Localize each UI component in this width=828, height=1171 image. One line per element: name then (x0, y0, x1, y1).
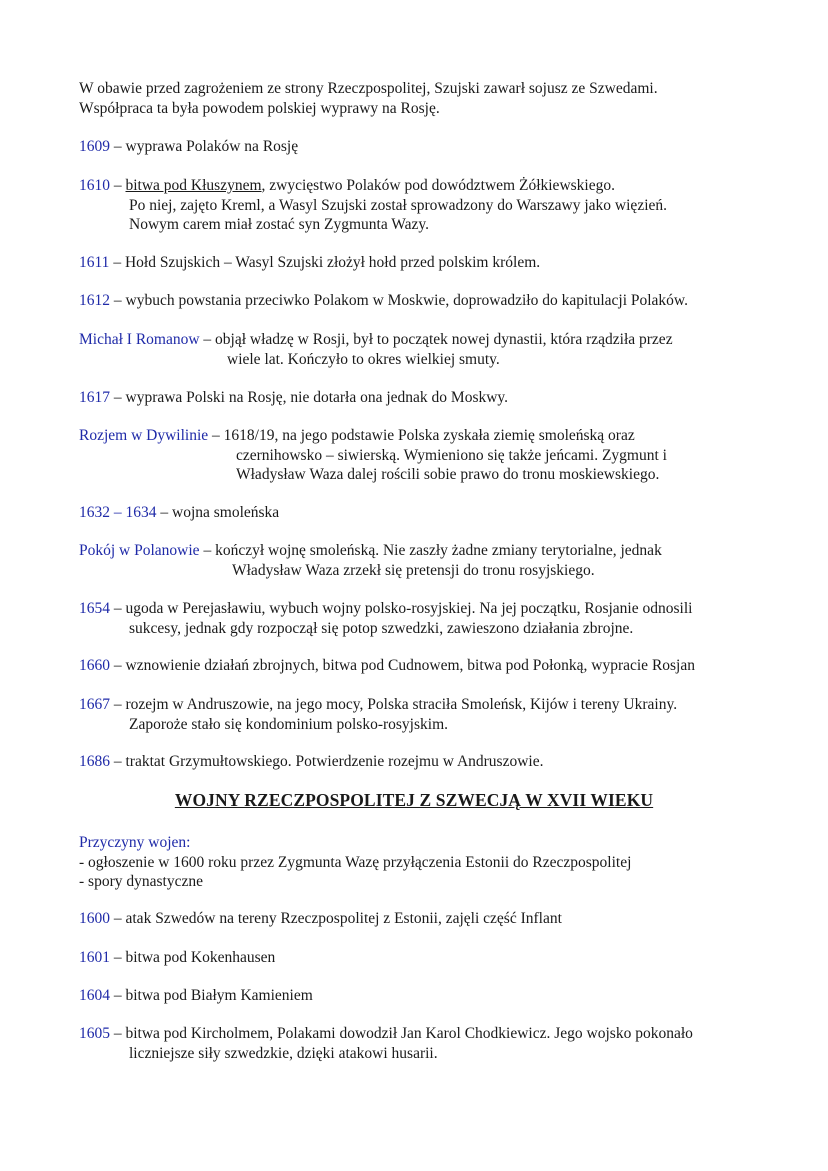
entry-continuation: czernihowsko – siwierską. Wymieniono się także jeńcami. Zygmunt i (236, 446, 667, 464)
entry-text: – objął władzę w Rosji, był to początek nowej dynastii, która rządziła przez (199, 331, 673, 348)
entry-key: 1610 (79, 177, 110, 194)
entry-text: – atak Szwedów na tereny Rzeczpospolitej z Estonii, zajęli część Inflant (110, 910, 562, 927)
entry-key: 1617 (79, 389, 110, 406)
entry-key: 1632 (79, 504, 110, 521)
entry-1601 (79, 948, 768, 968)
entry-key: Rozjem w Dywilinie (79, 427, 209, 444)
entry-key: 1600 (79, 910, 110, 927)
entry-1609 (79, 137, 768, 157)
section-heading: WOJNY RZECZPOSPOLITEJ Z SZWECJĄ W XVII WIEKU (174, 790, 654, 810)
entry-key: 1634 (125, 504, 157, 521)
entry-key: 1660 (79, 657, 110, 674)
entry-sep: – (110, 177, 126, 194)
entry-text: – traktat Grzymułtowskiego. Potwierdzenie rozejmu w Andruszowie. (110, 753, 544, 770)
entry-text: – 1618/19, na jego podstawie Polska zyskała ziemię smoleńską oraz (208, 427, 635, 444)
entry-text: – bitwa pod Białym Kamieniem (110, 987, 313, 1004)
entry-1632-1634 (79, 503, 768, 523)
entry-text: – bitwa pod Kokenhausen (110, 949, 276, 966)
entry-text: , zwycięstwo Polaków pod dowództwem Żółkiewskiego. (261, 177, 615, 194)
entry-continuation: wiele lat. Kończyło to okres wielkiej smuty. (227, 350, 500, 368)
entry-text: – wyprawa Polaków na Rosję (110, 138, 299, 155)
entry-1667 (79, 695, 768, 734)
causes-item: - ogłoszenie w 1600 roku przez Zygmunta Wazę przyłączenia Estonii do Rzeczpospolitej (79, 853, 632, 871)
entry-continuation: Władysław Waza zrzekł się pretensji do tronu rosyjskiego. (232, 561, 595, 579)
entry-1660 (79, 656, 768, 676)
entry-continuation: Nowym carem miał zostać syn Zygmunta Wazy. (129, 216, 430, 233)
entry-1612 (79, 291, 768, 311)
entry-key-dash: – (110, 504, 126, 521)
intro-line: Współpraca ta była powodem polskiej wyprawy na Rosję. (79, 99, 440, 117)
entry-text: – ugoda w Perejasławiu, wybuch wojny polsko-rosyjskiej. Na jej początku, Rosjanie odnosili (110, 600, 693, 617)
entry-continuation: sukcesy, jednak gdy rozpoczął się potop szwedzki, zawieszono działania zbrojne. (129, 619, 634, 637)
battle-kluszyn-link[interactable]: bitwa pod Kłuszynem (125, 177, 262, 194)
entry-key: Pokój w Polanowie (79, 542, 200, 559)
entry-key: 1686 (79, 753, 110, 770)
entry-1686 (79, 752, 768, 772)
entry-continuation: Władysław Waza dalej rościli sobie prawo do tronu moskiewskiego. (236, 466, 660, 483)
entry-text: – wyprawa Polski na Rosję, nie dotarła ona jednak do Moskwy. (110, 389, 509, 406)
entry-continuation: Zaporoże stało się kondominium polsko-rosyjskim. (129, 715, 449, 733)
entry-key: 1601 (79, 949, 110, 966)
entry-text: – kończył wojnę smoleńską. Nie zaszły żadne zmiany terytorialne, jednak (199, 542, 662, 559)
entry-key: 1612 (79, 292, 110, 309)
intro-line: W obawie przed zagrożeniem ze strony Rzeczpospolitej, Szujski zawarł sojusz ze Szwedami. (79, 80, 658, 97)
entry-text: – rozejm w Andruszowie, na jego mocy, Polska straciła Smoleńsk, Kijów i tereny Ukrainy. (110, 696, 678, 713)
entry-1605 (79, 1024, 768, 1063)
entry-dywilino (79, 426, 768, 485)
causes-item: - spory dynastyczne (79, 873, 203, 890)
intro-paragraph (79, 79, 768, 118)
entry-key: 1611 (79, 254, 110, 271)
causes-title: Przyczyny wojen: (79, 834, 191, 851)
entry-text: – wybuch powstania przeciwko Polakom w Moskwie, doprowadziło do kapitulacji Polaków. (110, 292, 688, 309)
entry-text: – Hołd Szujskich – Wasyl Szujski złożył hołd przed polskim królem. (109, 254, 541, 271)
entry-1611 (79, 253, 768, 273)
entry-key: Michał I Romanow (79, 331, 200, 348)
entry-1604 (79, 986, 768, 1006)
entry-1617 (79, 388, 768, 408)
entry-continuation: liczniejsze siły szwedzkie, dzięki atakowi husarii. (129, 1044, 438, 1062)
entry-polanow (79, 541, 768, 580)
entry-1600 (79, 909, 768, 929)
entry-text: – wojna smoleńska (156, 504, 280, 521)
entry-key: 1667 (79, 696, 110, 713)
entry-text: – bitwa pod Kircholmem, Polakami dowodził Jan Karol Chodkiewicz. Jego wojsko pokonało (110, 1025, 693, 1042)
entry-romanow (79, 330, 768, 369)
entry-text: – wznowienie działań zbrojnych, bitwa pod Cudnowem, bitwa pod Połonką, wypracie Rosjan (110, 657, 695, 674)
entry-1610 (79, 176, 768, 235)
entry-key: 1609 (79, 138, 110, 155)
entry-key: 1605 (79, 1025, 110, 1042)
causes-block (79, 833, 768, 892)
entry-key: 1654 (79, 600, 110, 617)
entry-1654 (79, 599, 768, 638)
entry-continuation: Po niej, zajęto Kreml, a Wasyl Szujski został sprowadzony do Warszawy jako więzień. (129, 196, 668, 214)
entry-key: 1604 (79, 987, 110, 1004)
